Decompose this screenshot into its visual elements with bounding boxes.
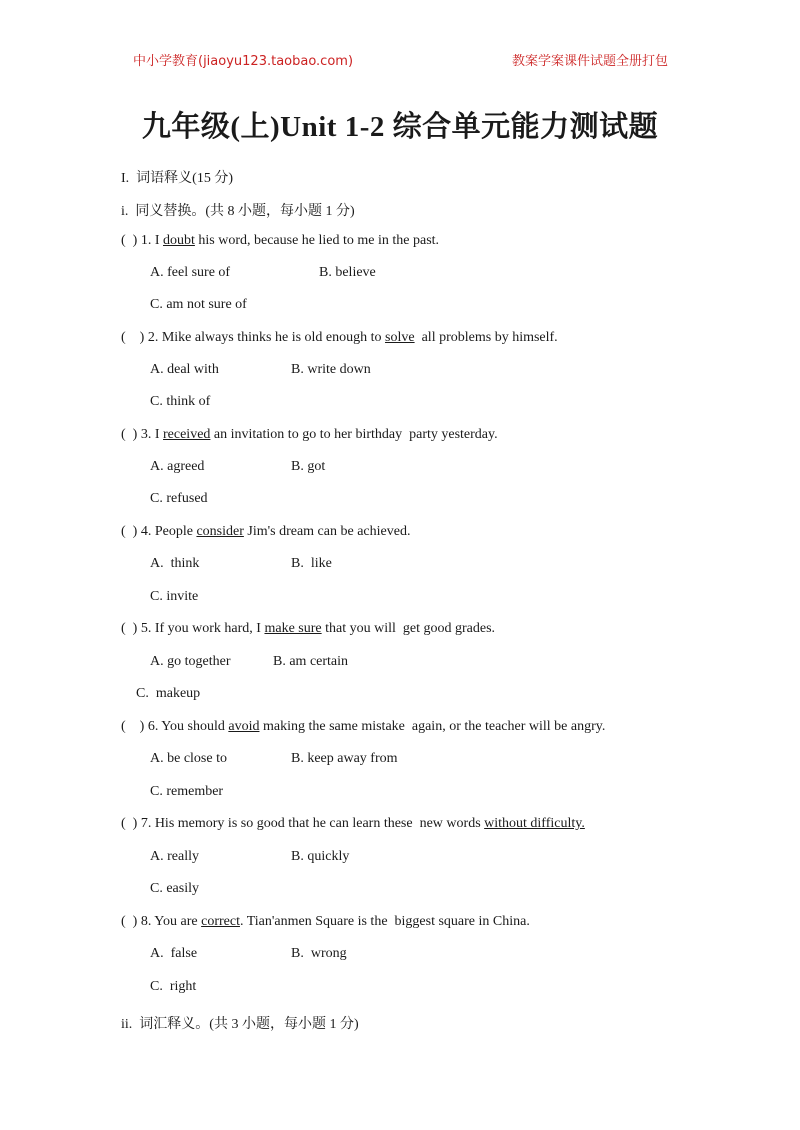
question-8-option-c: C. right (150, 979, 197, 994)
question-3-option-c: C. refused (150, 491, 208, 506)
question-2: ( ) 2. Mike always thinks he is old enough to solve all problems by himself. (121, 330, 558, 345)
question-6-option-a: A. be close to (150, 751, 227, 766)
question-3-key: received (163, 427, 211, 442)
question-2-key: solve (385, 330, 415, 345)
page-title: 九年级(上)Unit 1-2 综合单元能力测试题 (141, 111, 659, 143)
question-8-option-b: B. wrong (291, 946, 347, 961)
question-1-key: doubt (163, 233, 195, 248)
question-1-option-a: A. feel sure of (150, 265, 231, 280)
question-7-option-c: C. easily (150, 881, 199, 896)
question-7-key: without difficulty. (484, 816, 585, 831)
question-3-option-b: B. got (291, 459, 326, 474)
question-1-option-b: B. believe (319, 265, 376, 280)
question-3-option-a: A. agreed (150, 459, 205, 474)
question-8-key: correct (201, 914, 240, 929)
header-right-text: 教案学案课件试题全册打包 (511, 54, 668, 69)
header-left-text: 中小学教育(jiaoyu123.taobao.com) (133, 54, 354, 69)
question-5-option-c: C. makeup (136, 686, 201, 701)
question-8: ( ) 8. You are correct. Tian'anmen Square is the biggest square in China. (121, 914, 530, 929)
question-5-key: make sure (264, 621, 322, 636)
section-heading: I. 词语释义(15 分) (121, 171, 233, 186)
question-3: ( ) 3. I received an invitation to go to her birthday party yesterday. (121, 427, 498, 442)
question-6-key: avoid (228, 719, 260, 734)
question-5-option-a: A. go together (150, 654, 231, 669)
question-4-option-a: A. think (150, 556, 200, 571)
question-1-option-c: C. am not sure of (150, 297, 247, 312)
question-7-option-b: B. quickly (291, 849, 350, 864)
question-4-option-c: C. invite (150, 589, 199, 604)
question-6-option-c: C. remember (150, 784, 224, 799)
question-4-option-b: B. like (291, 556, 332, 571)
part-i-heading: i. 同义替换。(共 8 小题，每小题 1 分) (121, 204, 355, 219)
question-7-option-a: A. really (150, 849, 199, 864)
question-8-option-a: A. false (150, 946, 198, 961)
question-2-option-c: C. think of (150, 394, 211, 409)
part-ii-heading: ii. 词汇释义。(共 3 小题，每小题 1 分) (121, 1017, 359, 1032)
question-5-option-b: B. am certain (273, 654, 349, 669)
question-2-option-a: A. deal with (150, 362, 219, 377)
question-6: ( ) 6. You should avoid making the same mistake again, or the teacher will be angry. (121, 719, 606, 734)
question-1: ( ) 1. I doubt his word, because he lied to me in the past. (121, 233, 440, 248)
question-4-key: consider (196, 524, 244, 539)
question-2-option-b: B. write down (291, 362, 371, 377)
question-6-option-b: B. keep away from (291, 751, 398, 766)
question-7: ( ) 7. His memory is so good that he can learn these new words without difficulty. (121, 816, 585, 831)
question-4: ( ) 4. People consider Jim's dream can be achieved. (121, 524, 411, 539)
question-5: ( ) 5. If you work hard, I make sure that you will get good grades. (121, 621, 496, 636)
